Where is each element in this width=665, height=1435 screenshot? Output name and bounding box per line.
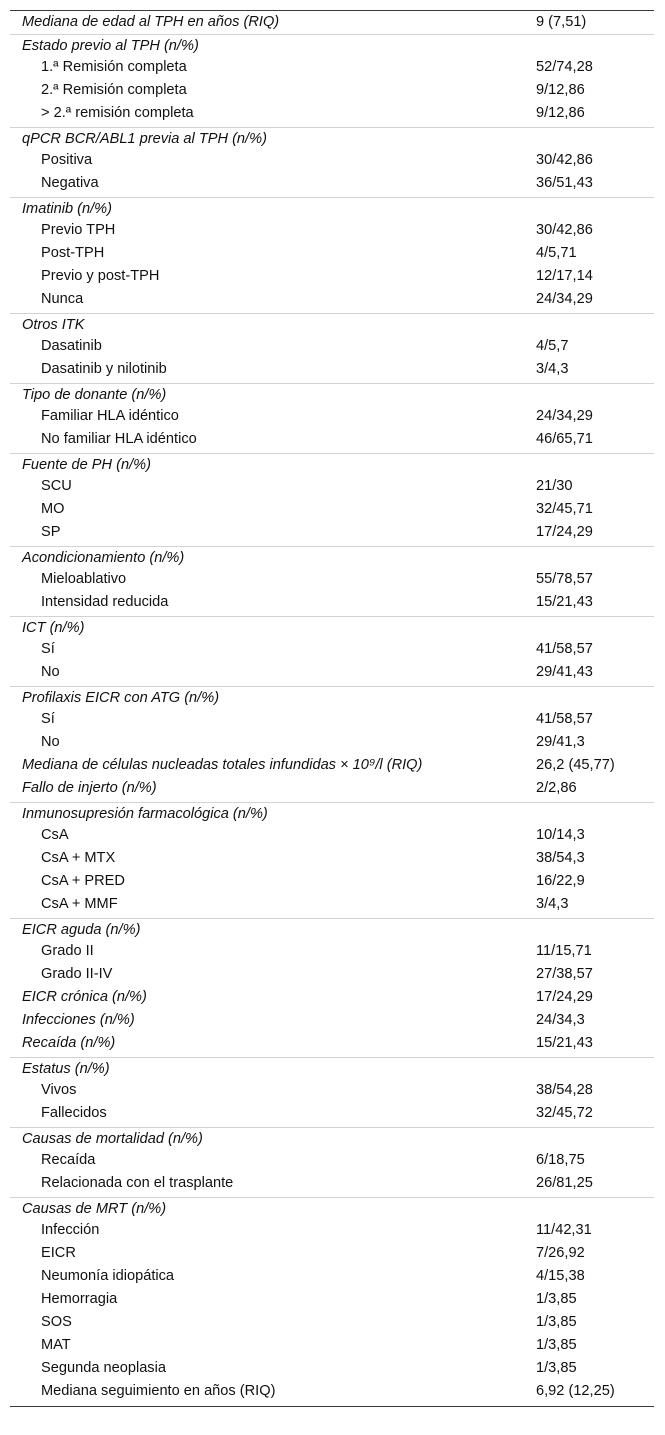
row-label: Segunda neoplasia: [41, 1360, 166, 1376]
table-section-row: [10, 918, 654, 942]
table-section-row: [10, 686, 654, 710]
row-value: 46/65,71: [536, 431, 593, 447]
row-value: 15/21,43: [536, 594, 593, 610]
row-value: 41/58,57: [536, 711, 593, 727]
row-label: Hemorragia: [41, 1291, 118, 1307]
row-value: 52/74,28: [536, 59, 593, 75]
row-label: Previo y post-TPH: [41, 268, 160, 284]
table-section-row: [10, 1011, 654, 1034]
row-label: ICT (n/%): [22, 620, 85, 636]
row-label: Infección: [41, 1222, 100, 1238]
row-value: 29/41,43: [536, 664, 593, 680]
table-row: [10, 1267, 654, 1290]
row-value: 1/3,85: [536, 1314, 577, 1330]
table-row: [10, 1174, 654, 1197]
row-value: 1/3,85: [536, 1291, 577, 1307]
table-row: [10, 244, 654, 267]
row-label: Mieloablativo: [41, 571, 127, 587]
table-row: [10, 104, 654, 127]
row-label: Nunca: [41, 291, 84, 307]
table-row: [10, 1221, 654, 1244]
table-row: [10, 500, 654, 523]
row-label: Mediana de células nucleadas totales infundidas × 10⁹/l (RIQ): [22, 757, 423, 773]
row-value: 17/24,29: [536, 524, 593, 540]
row-label: No: [41, 664, 60, 680]
table-section-row: [10, 383, 654, 407]
row-label: Estado previo al TPH (n/%): [22, 38, 199, 54]
table-row: [10, 593, 654, 616]
table-row: [10, 523, 654, 546]
row-label: CsA + MTX: [41, 850, 116, 866]
row-label: Acondicionamiento (n/%): [22, 550, 185, 566]
table-section-row: [10, 988, 654, 1011]
row-label: No familiar HLA idéntico: [41, 431, 197, 447]
row-value: 6,92 (12,25): [536, 1383, 615, 1399]
table-row: [10, 663, 654, 686]
row-label: Fuente de PH (n/%): [22, 457, 151, 473]
table-row: [10, 733, 654, 756]
table-section-row: [10, 1057, 654, 1081]
row-label: Sí: [41, 641, 55, 657]
table-row: [10, 872, 654, 895]
row-label: MAT: [41, 1337, 71, 1353]
row-label: Profilaxis EICR con ATG (n/%): [22, 690, 220, 706]
table-row: [10, 942, 654, 965]
table-section-row: [10, 11, 654, 34]
row-value: 1/3,85: [536, 1337, 577, 1353]
table-section-row: [10, 1034, 654, 1057]
table-section-row: [10, 127, 654, 151]
row-label: CsA: [41, 827, 69, 843]
table-row: [10, 58, 654, 81]
row-value: 4/5,71: [536, 245, 577, 261]
table-row: [10, 1151, 654, 1174]
row-value: 7/26,92: [536, 1245, 585, 1261]
row-value: 27/38,57: [536, 966, 593, 982]
row-value: 38/54,3: [536, 850, 585, 866]
table-row: [10, 477, 654, 500]
row-label: Grado II: [41, 943, 94, 959]
row-value: 4/5,7: [536, 338, 569, 354]
row-label: No: [41, 734, 60, 750]
table-row: [10, 360, 654, 383]
row-label: Infecciones (n/%): [22, 1012, 135, 1028]
row-label: Estatus (n/%): [22, 1061, 110, 1077]
row-label: qPCR BCR/ABL1 previa al TPH (n/%): [22, 131, 267, 147]
table-row: [10, 221, 654, 244]
table-section-row: [10, 616, 654, 640]
row-label: Otros ITK: [22, 317, 85, 333]
row-label: Dasatinib y nilotinib: [41, 361, 167, 377]
table-row: [10, 1336, 654, 1359]
row-label: Neumonía idiopática: [41, 1268, 175, 1284]
row-label: EICR aguda (n/%): [22, 922, 141, 938]
row-label: Imatinib (n/%): [22, 201, 113, 217]
row-label: Recaída (n/%): [22, 1035, 116, 1051]
row-value: 9 (7,51): [536, 14, 587, 30]
row-label: > 2.ª remisión completa: [41, 105, 194, 121]
row-label: Causas de mortalidad (n/%): [22, 1131, 203, 1147]
row-value: 1/3,85: [536, 1360, 577, 1376]
table-row: [10, 1290, 654, 1313]
row-value: 55/78,57: [536, 571, 593, 587]
row-value: 26,2 (45,77): [536, 757, 615, 773]
table-row: [10, 826, 654, 849]
row-value: 30/42,86: [536, 222, 593, 238]
row-label: MO: [41, 501, 65, 517]
row-label: Familiar HLA idéntico: [41, 408, 179, 424]
row-value: 6/18,75: [536, 1152, 585, 1168]
row-label: CsA + PRED: [41, 873, 125, 889]
row-value: 12/17,14: [536, 268, 593, 284]
row-label: Fallo de injerto (n/%): [22, 780, 157, 796]
table-row: [10, 1359, 654, 1382]
table-row: [10, 570, 654, 593]
row-value: 24/34,29: [536, 408, 593, 424]
row-label: CsA + MMF: [41, 896, 118, 912]
row-value: 26/81,25: [536, 1175, 593, 1191]
data-table: [10, 10, 654, 1407]
row-value: 15/21,43: [536, 1035, 593, 1051]
row-value: 3/4,3: [536, 896, 569, 912]
table-row: [10, 1313, 654, 1336]
row-value: 11/15,71: [536, 943, 592, 959]
table-row: [10, 1081, 654, 1104]
row-value: 17/24,29: [536, 989, 593, 1005]
table-row: [10, 710, 654, 733]
row-value: 30/42,86: [536, 152, 593, 168]
row-label: Positiva: [41, 152, 93, 168]
row-label: Mediana de edad al TPH en años (RIQ): [22, 14, 280, 30]
row-value: 3/4,3: [536, 361, 569, 377]
table-row: [10, 81, 654, 104]
table-row: [10, 640, 654, 663]
row-label: Sí: [41, 711, 55, 727]
table-section-row: [10, 453, 654, 477]
row-label: Post-TPH: [41, 245, 105, 261]
row-value: 24/34,3: [536, 1012, 585, 1028]
table-section-row: [10, 1127, 654, 1151]
row-value: 21/30: [536, 478, 573, 494]
row-value: 29/41,3: [536, 734, 585, 750]
row-label: 2.ª Remisión completa: [41, 82, 187, 98]
table-row: [10, 430, 654, 453]
row-value: 32/45,72: [536, 1105, 593, 1121]
table-row: [10, 849, 654, 872]
row-label: Inmunosupresión farmacológica (n/%): [22, 806, 268, 822]
row-label: Mediana seguimiento en años (RIQ): [41, 1383, 276, 1399]
row-value: 24/34,29: [536, 291, 593, 307]
row-label: SP: [41, 524, 61, 540]
row-label: Recaída: [41, 1152, 96, 1168]
table-row: [10, 895, 654, 918]
row-label: Intensidad reducida: [41, 594, 169, 610]
table-row: [10, 174, 654, 197]
table-row: [10, 1244, 654, 1267]
row-label: Previo TPH: [41, 222, 116, 238]
table-row: [10, 267, 654, 290]
row-value: 9/12,86: [536, 82, 585, 98]
row-label: Tipo de donante (n/%): [22, 387, 167, 403]
row-value: 32/45,71: [536, 501, 593, 517]
row-label: EICR crónica (n/%): [22, 989, 147, 1005]
row-label: Causas de MRT (n/%): [22, 1201, 167, 1217]
table-section-row: [10, 1197, 654, 1221]
table-section-row: [10, 197, 654, 221]
row-label: 1.ª Remisión completa: [41, 59, 187, 75]
table-section-row: [10, 546, 654, 570]
table-section-row: [10, 779, 654, 802]
row-value: 9/12,86: [536, 105, 585, 121]
row-label: SCU: [41, 478, 72, 494]
table-section-row: [10, 34, 654, 58]
row-label: Negativa: [41, 175, 99, 191]
row-value: 2/2,86: [536, 780, 577, 796]
table-row: [10, 151, 654, 174]
row-label: Relacionada con el trasplante: [41, 1175, 234, 1191]
table-row: [10, 407, 654, 430]
row-label: Vivos: [41, 1082, 77, 1098]
table-row: [10, 290, 654, 313]
row-label: Grado II-IV: [41, 966, 113, 982]
row-label: Dasatinib: [41, 338, 102, 354]
table-row: [10, 965, 654, 988]
row-label: SOS: [41, 1314, 72, 1330]
row-value: 10/14,3: [536, 827, 585, 843]
table-row: [10, 1104, 654, 1127]
row-value: 16/22,9: [536, 873, 585, 889]
table-section-row: [10, 756, 654, 779]
table-row: [10, 337, 654, 360]
row-value: 36/51,43: [536, 175, 593, 191]
table-section-row: [10, 802, 654, 826]
table-section-row: [10, 313, 654, 337]
row-label: EICR: [41, 1245, 76, 1261]
row-value: 41/58,57: [536, 641, 593, 657]
row-value: 11/42,31: [536, 1222, 592, 1238]
table-row: [10, 1382, 654, 1406]
row-label: Fallecidos: [41, 1105, 107, 1121]
row-value: 4/15,38: [536, 1268, 585, 1284]
row-value: 38/54,28: [536, 1082, 593, 1098]
